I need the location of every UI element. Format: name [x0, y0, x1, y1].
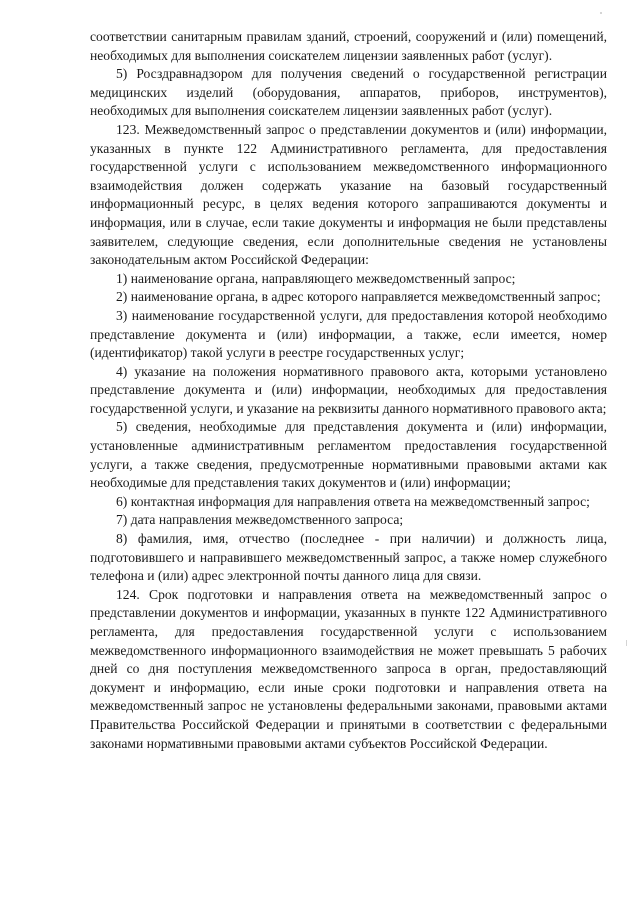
paragraph-item-6: 6) контактная информация для направления ответа на межведомственный запрос; [116, 493, 590, 509]
paragraph-continuation: соответствии санитарным правилам зданий, строений, сооружений и (или) помещений, необходимых для выполнения соискателем лицензии заявленных работ (услуг). [90, 29, 607, 63]
paragraph-item-7: 7) дата направления межведомственного запроса; [116, 512, 404, 528]
paragraph-item-5: 5) сведения, необходимые для представления документа и (или) информации, установленные административным регламентом предоставления государственной услуги, а также сведения, предусмотренные нормативными правовыми актами как необходимые для представления таких документов и (или) информации; [90, 419, 607, 491]
paragraph-item-2: 2) наименование органа, в адрес которого направляется межведомственный запрос; [116, 289, 601, 305]
paragraph-item-8: 8) фамилия, имя, отчество (последнее - при наличии) и должность лица, подготовившего и направившего межведомственный запрос, а также номер служебного телефона и (или) адрес электронной почты данного лица для связи. [90, 531, 607, 584]
scan-dot-mark [600, 12, 602, 14]
paragraph-clause-124: 124. Срок подготовки и направления ответа на межведомственный запрос о представлении документов и информации, указанных в пункте 122 Административного регламента, для предоставления государственной услуги с использованием межведомственного информационного взаимодействия не может превышать 5 рабочих дней со дня поступления межведомственного запроса в орган, предоставляющий документ и информацию, если иные сроки подготовки и направления ответа на межведомственный запрос не установлены федеральными законами, правовыми актами Правительства Российской Федерации и принятыми в соответствии с федеральными законами нормативными правовыми актами субъектов Российской Федерации. [90, 586, 607, 751]
paragraph-item-5-roszdravnadzor: 5) Росздравнадзором для получения сведений о государственной регистрации медицинских изделий (оборудования, аппаратов, приборов, инструментов), необходимых для выполнения соискателем лицензии заявленных работ (услуг). [90, 66, 607, 119]
scan-margin-mark [626, 640, 627, 646]
paragraph-clause-123: 123. Межведомственный запрос о представлении документов и (или) информации, указанных в пункте 122 Административного регламента, для предоставления государственной услуги с использованием межведомственного информационного взаимодействия должен содержать указание на базовый государственный информационный ресурс, в целях ведения которого запрашиваются документы и информация, или в случае, если такие документы и информация не были представлены заявителем, следующие сведения, если дополнительные сведения не установлены законодательным актом Российской Федерации: [90, 121, 607, 268]
document-page [90, 28, 607, 753]
paragraph-item-3: 3) наименование государственной услуги, для предоставления которой необходимо представление документа и (или) информации, а также, если имеется, номер (идентификатор) такой услуги в реестре государственных услуг; [90, 307, 607, 361]
paragraph-item-1: 1) наименование органа, направляющего межведомственный запрос; [116, 270, 516, 286]
paragraph-item-4: 4) указание на положения нормативного правового акта, которыми установлено представление документа и (или) информации, необходимых для предоставления государственной услуги, и указание на реквизиты данного нормативного правового акта; [90, 363, 607, 416]
